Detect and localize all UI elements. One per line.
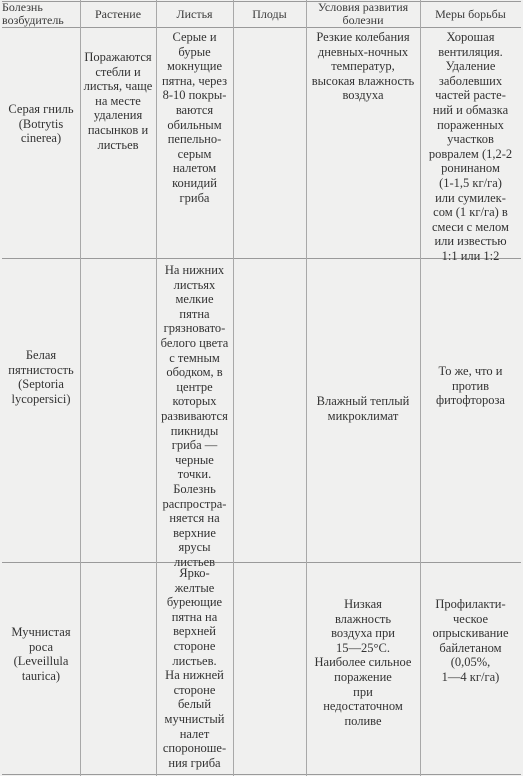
row2-pathogen: Белая пятнистость (Septoria lycopersici) xyxy=(8,348,74,406)
row1-leaves: Серые и бурые мокнущие пятна, через 8-10 покры- ваются обильным пепельно- серым налетом конидий гриба xyxy=(161,30,228,205)
row2-conditions: Влажный теплый микроклимат xyxy=(316,394,410,423)
header-plant: Растение xyxy=(94,7,142,21)
column-divider xyxy=(233,0,234,776)
row1-conditions: Резкие колебания дневных-ночных температур, высокая влажность воздуха xyxy=(311,30,415,103)
row3-pathogen: Мучнистая роса (Leveillula taurica) xyxy=(11,625,71,683)
header-pathogen: Болезнь возбудитель xyxy=(2,0,64,28)
row3-measures: Профилакти- ческое опрыскивание байлетаном (0,05%, 1—4 кг/га) xyxy=(432,597,509,684)
row1-measures: Хорошая вентиляция. Удаление заболевших частей расте- ний и обмазка пораженных участков ровралем (1,2-2 ронинаном (1-1,5 кг/га) или сумилек- сом (1 кг/га) в смеси с мелом или известью 1:1 или 1:2 xyxy=(428,30,513,263)
row3-conditions: Низкая влажность воздуха при 15—25°С. Наиболее сильное поражение при недостаточном поливе xyxy=(314,597,412,728)
row2-leaves: На нижних листьях мелкие пятна грязновато- белого цвета с темным ободком, в центре которых развиваются пикниды гриба — черные точки. Болезнь распростра- няется на верхние ярусы листьев xyxy=(160,263,229,569)
row3-leaves: Ярко- желтые буреющие пятна на верхней стороне листьев. На нижней стороне белый мучнистый налет спороноше- ния гриба xyxy=(162,566,227,770)
header-measures: Меры борьбы xyxy=(435,7,506,21)
header-conditions: Условия развития болезни xyxy=(317,0,409,28)
row1-pathogen: Серая гниль (Botrytis cinerea) xyxy=(8,102,74,146)
header-leaves: Листья xyxy=(176,7,213,21)
row2-measures: То же, что и против фитофтороза xyxy=(436,364,505,408)
header-fruits: Плоды xyxy=(252,7,287,21)
row1-plant: Поражаются стебли и листья, чаще на месте удаления пасынков и листьев xyxy=(83,50,153,152)
